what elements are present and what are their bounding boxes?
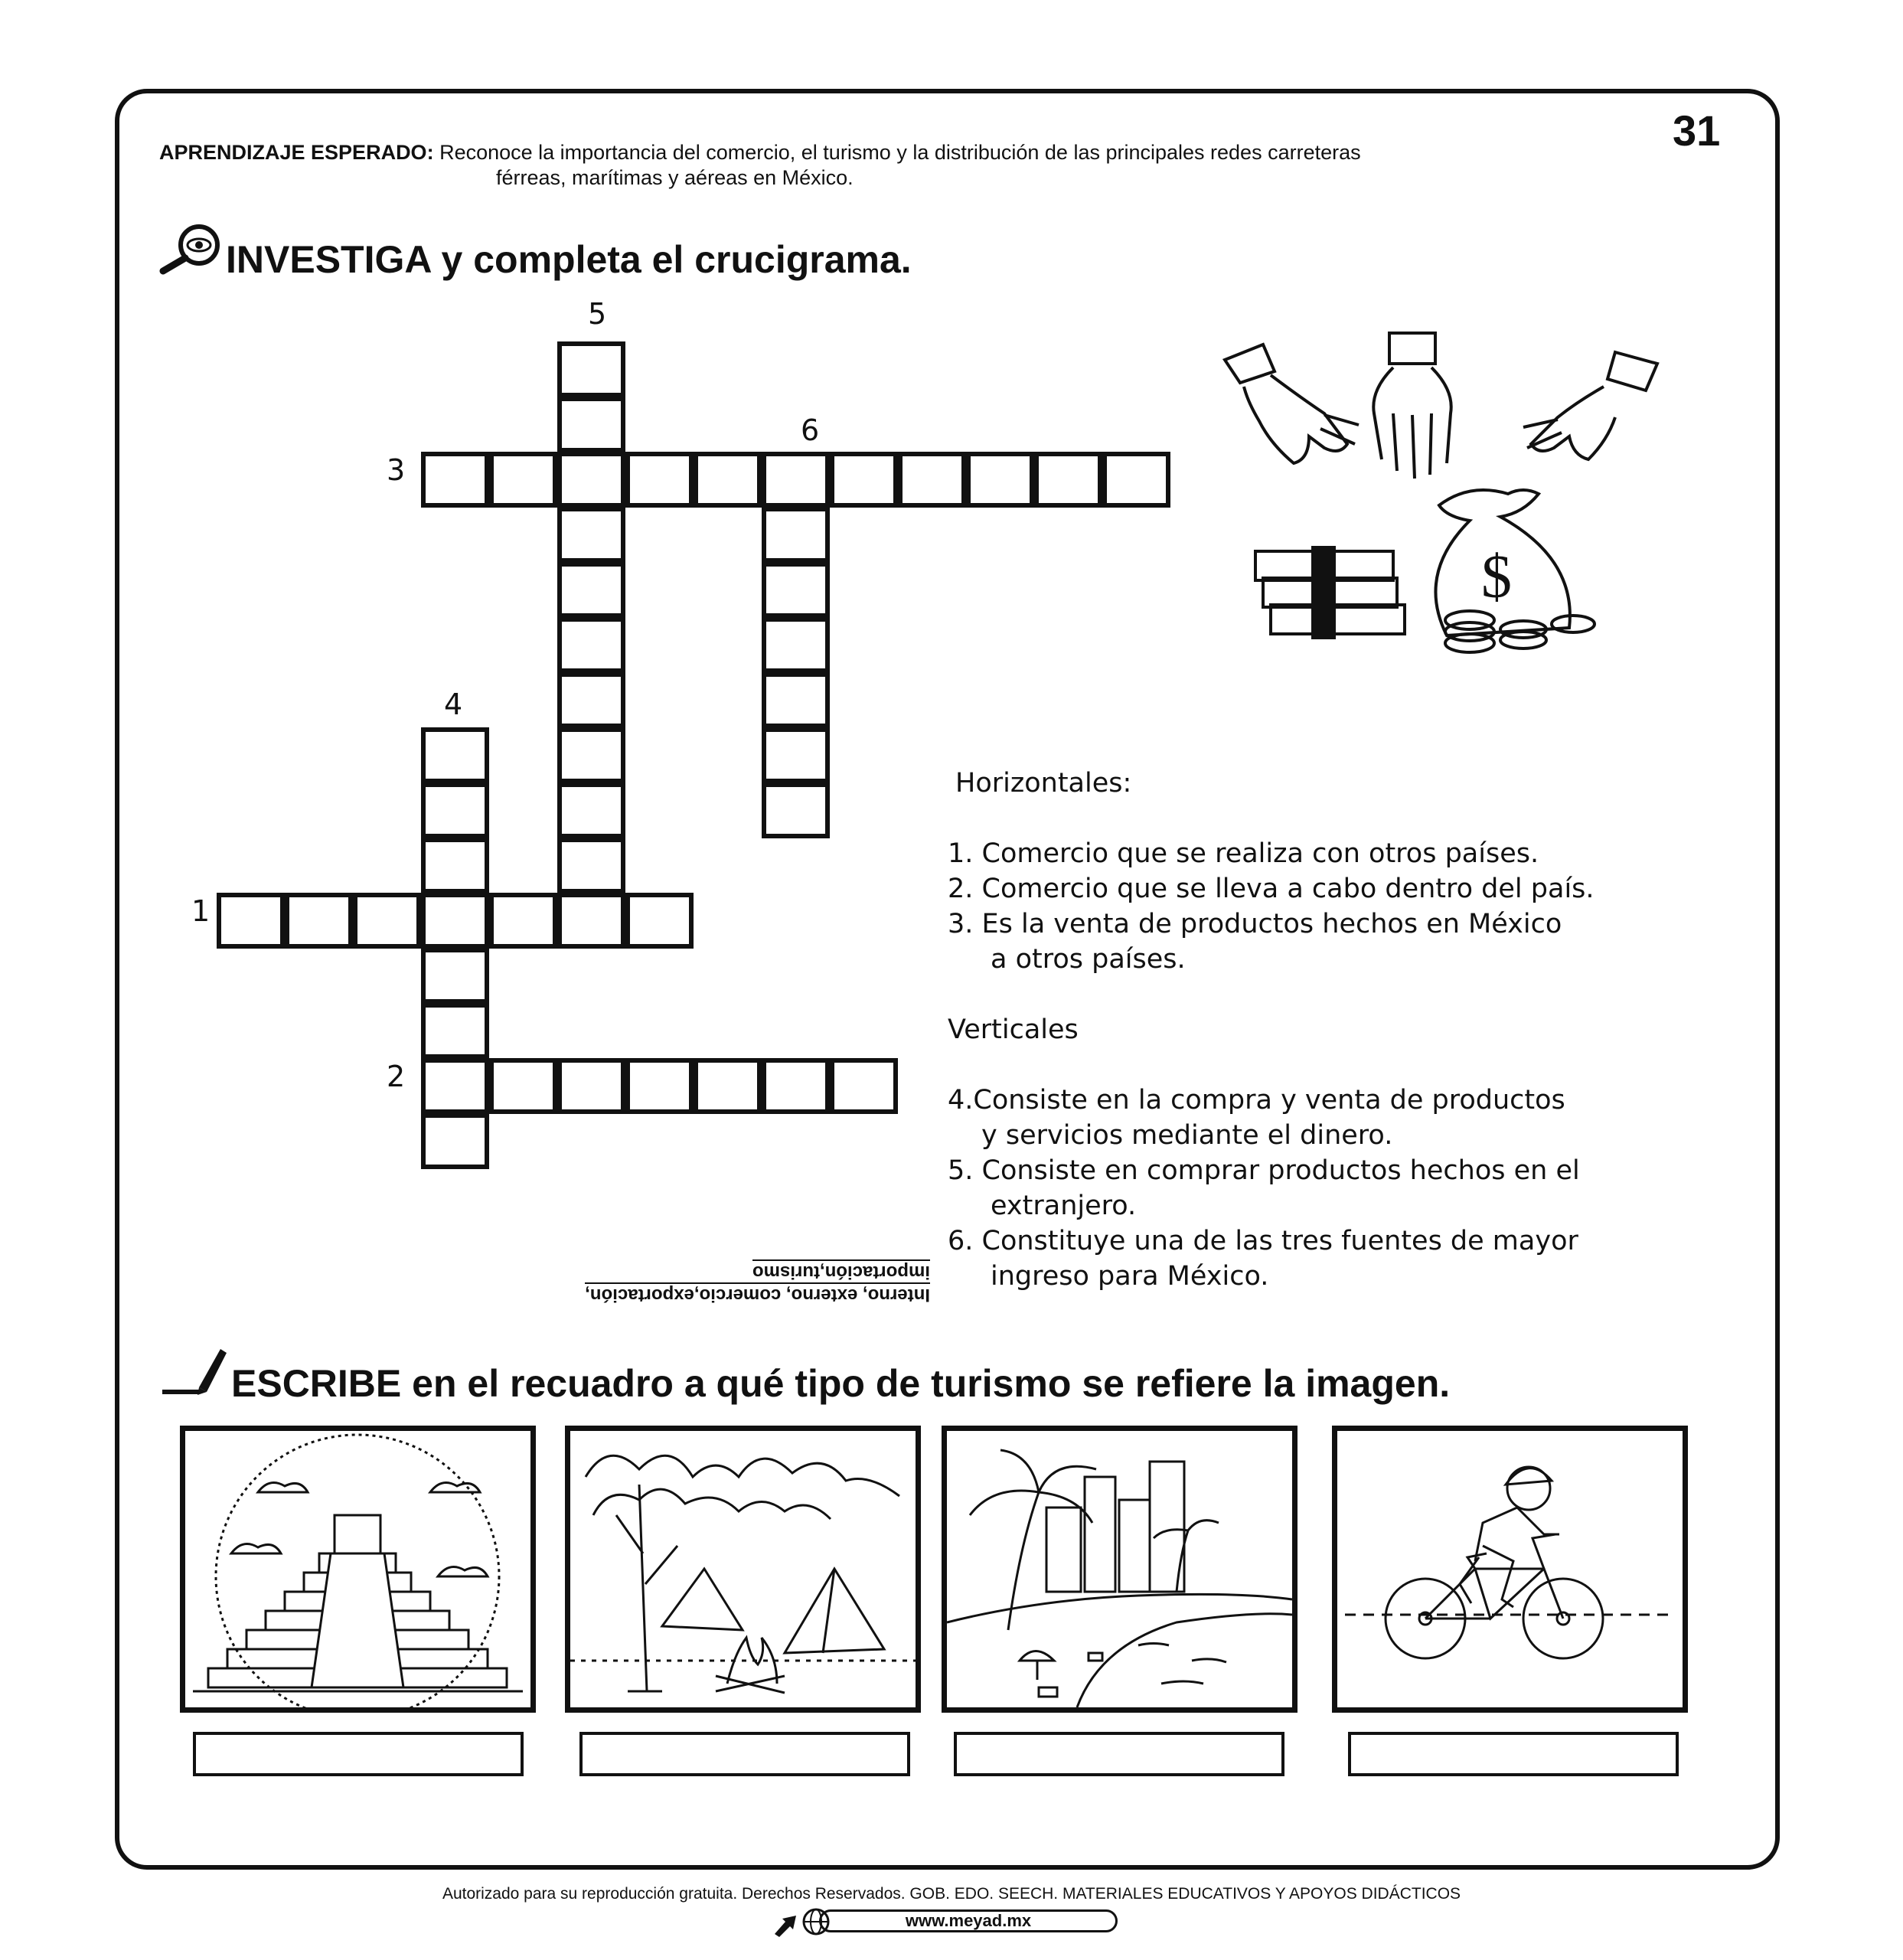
answer-key [490,1259,930,1305]
crossword-cell[interactable] [830,1058,898,1114]
answer-key-line1: Interno, externo, comercio,exportación, [585,1282,930,1305]
crossword-cell[interactable] [625,452,694,508]
crossword-cell[interactable] [557,617,625,673]
crossword-cell[interactable] [557,341,625,397]
clue-v6: 6. Constituye una de las tres fuentes de mayor [948,1226,1578,1256]
crossword-cell[interactable] [489,1058,557,1114]
section2-title: ESCRIBE en el recuadro a qué tipo de turismo se refiere la imagen. [231,1362,1451,1405]
answer-box[interactable] [1348,1732,1679,1776]
crossword-cell[interactable] [421,1003,489,1059]
crossword-cell[interactable] [557,452,625,508]
crossword-cell[interactable] [421,948,489,1004]
commerce-illustration [1217,329,1669,658]
crossword-cell[interactable] [489,452,557,508]
crossword-cell[interactable] [898,452,966,508]
answer-box[interactable] [579,1732,910,1776]
answer-box[interactable] [193,1732,524,1776]
crossword-cell[interactable] [762,727,830,783]
crossword-cell[interactable] [694,1058,762,1114]
learning-goal-line1: Reconoce la importancia del comercio, el turismo y la distribución de las principales redes carreteras [433,141,1361,164]
crossword-cell[interactable] [421,452,489,508]
clue-v4-continued: y servicios mediante el dinero. [981,1120,1393,1151]
crossword-cell[interactable] [625,1058,694,1114]
crossword-cell[interactable] [421,1113,489,1169]
page-number: 31 [1673,106,1721,155]
camping-illustration [565,1426,921,1713]
crossword-cell[interactable] [762,507,830,563]
clue-h3-continued: a otros países. [991,944,1186,975]
crossword-cell[interactable] [625,893,694,949]
clue-v4: 4.Consiste en la compra y venta de productos [948,1085,1565,1116]
crossword-cell[interactable] [421,782,489,838]
crossword-cell[interactable] [762,617,830,673]
horizontal-clues-title: Horizontales: [955,768,1132,799]
crossword-cell[interactable] [421,893,489,949]
crossword-cell[interactable] [1034,452,1102,508]
clue-v5: 5. Consiste en comprar productos hechos en el [948,1155,1580,1186]
crossword-cell[interactable] [830,452,898,508]
clue-number-3: 3 [387,453,406,487]
crossword-cell[interactable] [694,452,762,508]
crossword-cell[interactable] [762,1058,830,1114]
crossword-cell[interactable] [421,1058,489,1114]
learning-goal-line2: férreas, marítimas y aéreas en México. [496,166,854,189]
crossword-cell[interactable] [557,782,625,838]
crossword-cell[interactable] [557,838,625,893]
beach-illustration [942,1426,1298,1713]
crossword-cell[interactable] [1102,452,1170,508]
crossword-cell[interactable] [966,452,1034,508]
pyramid-illustration [180,1426,536,1713]
footer-rights: Autorizado para su reproducción gratuita. Derechos Reservados. GOB. EDO. SEECH. MATERIALES EDUCATIVOS Y APOYOS DIDÁCTICOS [442,1885,1461,1903]
crossword-cell[interactable] [285,893,353,949]
clue-number-2: 2 [387,1060,406,1093]
clue-h3: 3. Es la venta de productos hechos en México [948,909,1562,939]
clue-number-6: 6 [801,413,820,447]
crossword-cell[interactable] [489,893,557,949]
crossword-cell[interactable] [762,452,830,508]
crossword-cell[interactable] [557,507,625,563]
clue-h2: 2. Comercio que se lleva a cabo dentro del país. [948,874,1595,904]
crossword-cell[interactable] [421,727,489,783]
crossword-cell[interactable] [557,727,625,783]
clues-block [948,766,1595,1294]
crossword-cell[interactable] [557,1058,625,1114]
learning-goal [159,140,1614,191]
crossword-cell[interactable] [421,838,489,893]
crossword-cell[interactable] [557,397,625,452]
section1-title: INVESTIGA y completa el crucigrama. [226,238,912,281]
website-link[interactable]: www.meyad.mx [819,1909,1118,1932]
crossword-cell[interactable] [762,672,830,728]
clue-number-4: 4 [444,688,463,721]
cyclist-illustration [1332,1426,1688,1713]
clue-number-1: 1 [191,894,211,928]
svg-text:$: $ [1481,544,1512,611]
clue-v6-continued: ingreso para México. [991,1261,1269,1292]
answer-key-line2: importación,turismo [752,1259,930,1282]
clue-v5-continued: extranjero. [991,1191,1137,1221]
crossword-cell[interactable] [217,893,285,949]
learning-goal-label: APRENDIZAJE ESPERADO: [159,141,434,164]
crossword-cell[interactable] [557,672,625,728]
magnifier-eye-icon [157,222,226,276]
clue-number-5: 5 [588,297,607,331]
crossword-cell[interactable] [557,893,625,949]
crossword-cell[interactable] [762,782,830,838]
clue-h1: 1. Comercio que se realiza con otros países. [948,838,1539,869]
crossword-cell[interactable] [353,893,421,949]
answer-box[interactable] [954,1732,1284,1776]
pencil-icon [161,1341,228,1396]
crossword-cell[interactable] [762,562,830,618]
crossword-cell[interactable] [557,562,625,618]
vertical-clues-title: Verticales [948,1014,1079,1045]
